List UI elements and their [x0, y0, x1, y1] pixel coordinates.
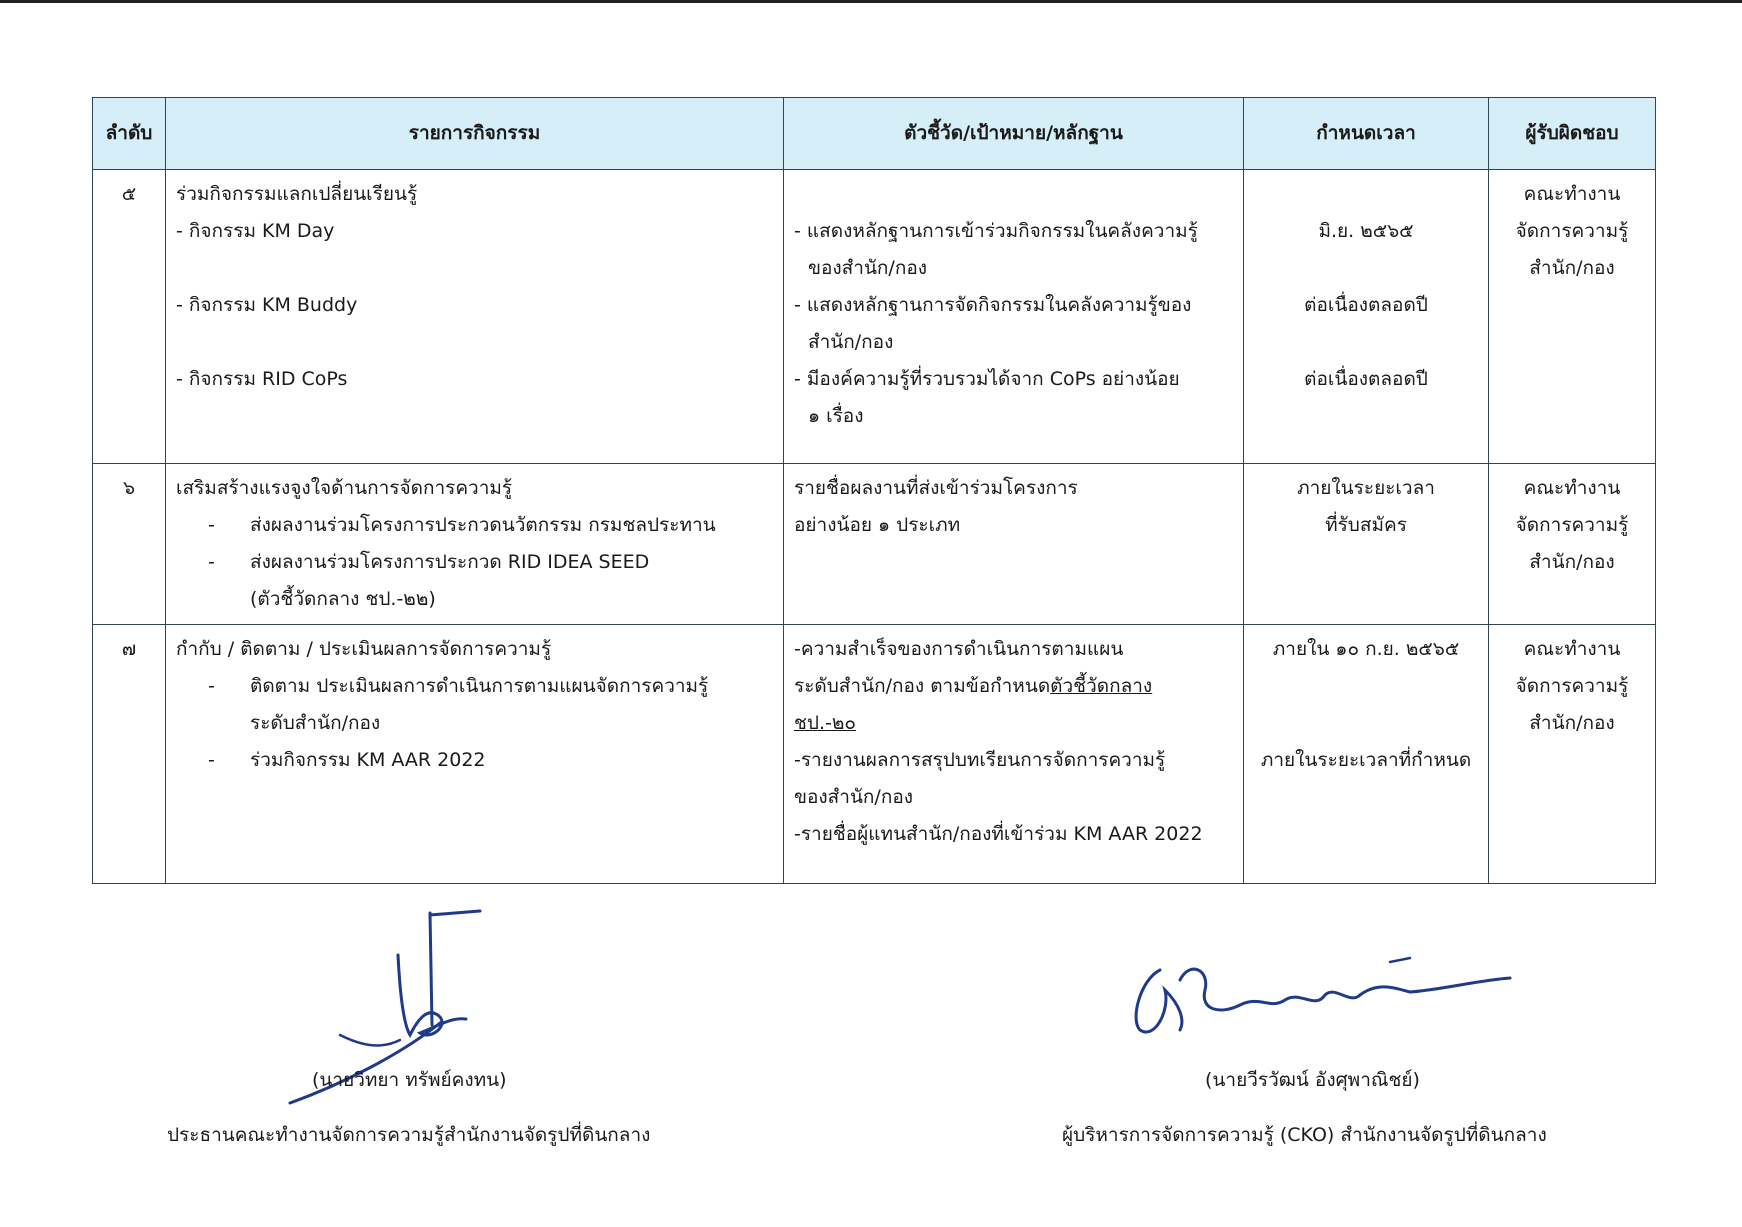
- km-plan-table: [92, 97, 1656, 884]
- responsible-cell: [1489, 464, 1656, 625]
- activity-cell: [166, 625, 784, 884]
- indicator-line: -รายชื่อผู้แทนสำนัก/กองที่เข้าร่วม KM AAR 2022: [794, 823, 1203, 845]
- responsible-line: จัดการความรู้: [1515, 514, 1629, 536]
- right-signer-title: ผู้บริหารการจัดการความรู้ (CKO) สำนักงานจัดรูปที่ดินกลาง: [1062, 1124, 1547, 1146]
- table-row: [93, 170, 1656, 464]
- activity-item: - กิจกรรม KM Buddy: [176, 294, 358, 316]
- left-signer-title: ประธานคณะทำงานจัดการความรู้สำนักงานจัดรูปที่ดินกลาง: [167, 1124, 651, 1146]
- header-timeline: กำหนดเวลา: [1244, 98, 1489, 170]
- header-responsible: ผู้รับผิดชอบ: [1489, 98, 1656, 170]
- indicator-line: ชป.-๒๐: [794, 712, 856, 734]
- indicator-line: - มีองค์ความรู้ที่รวบรวมได้จาก CoPs อย่างน้อย: [794, 368, 1180, 390]
- indicator-cell: [784, 464, 1244, 625]
- activity-item: - กิจกรรม RID CoPs: [176, 368, 348, 390]
- responsible-cell: [1489, 170, 1656, 464]
- indicator-line: รายชื่อผลงานที่ส่งเข้าร่วมโครงการ: [794, 477, 1078, 499]
- indicator-cell: [784, 625, 1244, 884]
- activity-item: - ร่วมกิจกรรม KM AAR 2022: [208, 749, 486, 771]
- row-number: ๕: [93, 170, 166, 464]
- right-signature-scribble: [1110, 950, 1520, 1045]
- left-signer-name: (นายวิทยา ทรัพย์คงทน): [312, 1069, 507, 1091]
- responsible-line: สำนัก/กอง: [1529, 551, 1615, 573]
- timeline-line: ต่อเนื่องตลอดปี: [1304, 368, 1428, 390]
- responsible-line: สำนัก/กอง: [1529, 712, 1615, 734]
- header-indicator: ตัวชี้วัด/เป้าหมาย/หลักฐาน: [784, 98, 1244, 170]
- activity-item: - ติดตาม ประเมินผลการดำเนินการตามแผนจัดการความรู้: [208, 675, 709, 697]
- activity-title: เสริมสร้างแรงจูงใจด้านการจัดการความรู้: [176, 477, 513, 499]
- table-header-row: [93, 98, 1656, 170]
- responsible-line: จัดการความรู้: [1515, 675, 1629, 697]
- activity-title: ร่วมกิจกรรมแลกเปลี่ยนเรียนรู้: [176, 183, 418, 205]
- responsible-line: จัดการความรู้: [1515, 220, 1629, 242]
- table-row: [93, 625, 1656, 884]
- activity-item: (ตัวชี้วัดกลาง ชป.-๒๒): [250, 588, 436, 610]
- indicator-line: ระดับสำนัก/กอง ตามข้อกำหนดตัวชี้วัดกลาง: [794, 675, 1153, 697]
- right-signer-name: (นายวีรวัฒน์ อังศุพาณิชย์): [1205, 1069, 1420, 1091]
- activity-cell: [166, 464, 784, 625]
- responsible-line: สำนัก/กอง: [1529, 257, 1615, 279]
- timeline-line: ภายในระยะเวลาที่กำหนด: [1260, 749, 1472, 771]
- activity-item: - ส่งผลงานร่วมโครงการประกวดนวัตกรรม กรมชลประทาน: [208, 514, 716, 536]
- responsible-line: คณะทำงาน: [1523, 183, 1621, 205]
- timeline-line: ที่รับสมัคร: [1325, 514, 1407, 536]
- header-no: ลำดับ: [93, 98, 166, 170]
- responsible-cell: [1489, 625, 1656, 884]
- indicator-line: -ความสำเร็จของการดำเนินการตามแผน: [794, 638, 1124, 660]
- indicator-line: ของสำนัก/กอง: [794, 786, 914, 808]
- indicator-line: ของสำนัก/กอง: [808, 257, 928, 279]
- indicator-line: ๑ เรื่อง: [808, 405, 864, 427]
- timeline-line: ต่อเนื่องตลอดปี: [1304, 294, 1428, 316]
- row-number: ๗: [93, 625, 166, 884]
- scan-top-edge: [0, 0, 1742, 3]
- timeline-cell: [1244, 464, 1489, 625]
- indicator-line: สำนัก/กอง: [808, 331, 894, 353]
- indicator-cell: [784, 170, 1244, 464]
- timeline-cell: [1244, 170, 1489, 464]
- row-number: ๖: [93, 464, 166, 625]
- activity-item: - ส่งผลงานร่วมโครงการประกวด RID IDEA SEED: [208, 551, 650, 573]
- underlined-ref: ตัวชี้วัดกลาง: [1050, 675, 1153, 697]
- activity-title: กำกับ / ติดตาม / ประเมินผลการจัดการความรู้: [176, 638, 552, 660]
- activity-item: - กิจกรรม KM Day: [176, 220, 335, 242]
- responsible-line: คณะทำงาน: [1523, 638, 1621, 660]
- table-row: [93, 464, 1656, 625]
- timeline-line: มิ.ย. ๒๕๖๕: [1318, 220, 1414, 242]
- responsible-line: คณะทำงาน: [1523, 477, 1621, 499]
- indicator-line: - แสดงหลักฐานการจัดกิจกรรมในคลังความรู้ของ: [794, 294, 1192, 316]
- activity-cell: [166, 170, 784, 464]
- header-activity: รายการกิจกรรม: [166, 98, 784, 170]
- indicator-line: -รายงานผลการสรุปบทเรียนการจัดการความรู้: [794, 749, 1166, 771]
- activity-item: ระดับสำนัก/กอง: [250, 712, 381, 734]
- indicator-line: - แสดงหลักฐานการเข้าร่วมกิจกรรมในคลังความรู้: [794, 220, 1198, 242]
- timeline-cell: [1244, 625, 1489, 884]
- timeline-line: ภายใน ๑๐ ก.ย. ๒๕๖๕: [1272, 638, 1460, 660]
- timeline-line: ภายในระยะเวลา: [1297, 477, 1435, 499]
- indicator-line: อย่างน้อย ๑ ประเภท: [794, 514, 961, 536]
